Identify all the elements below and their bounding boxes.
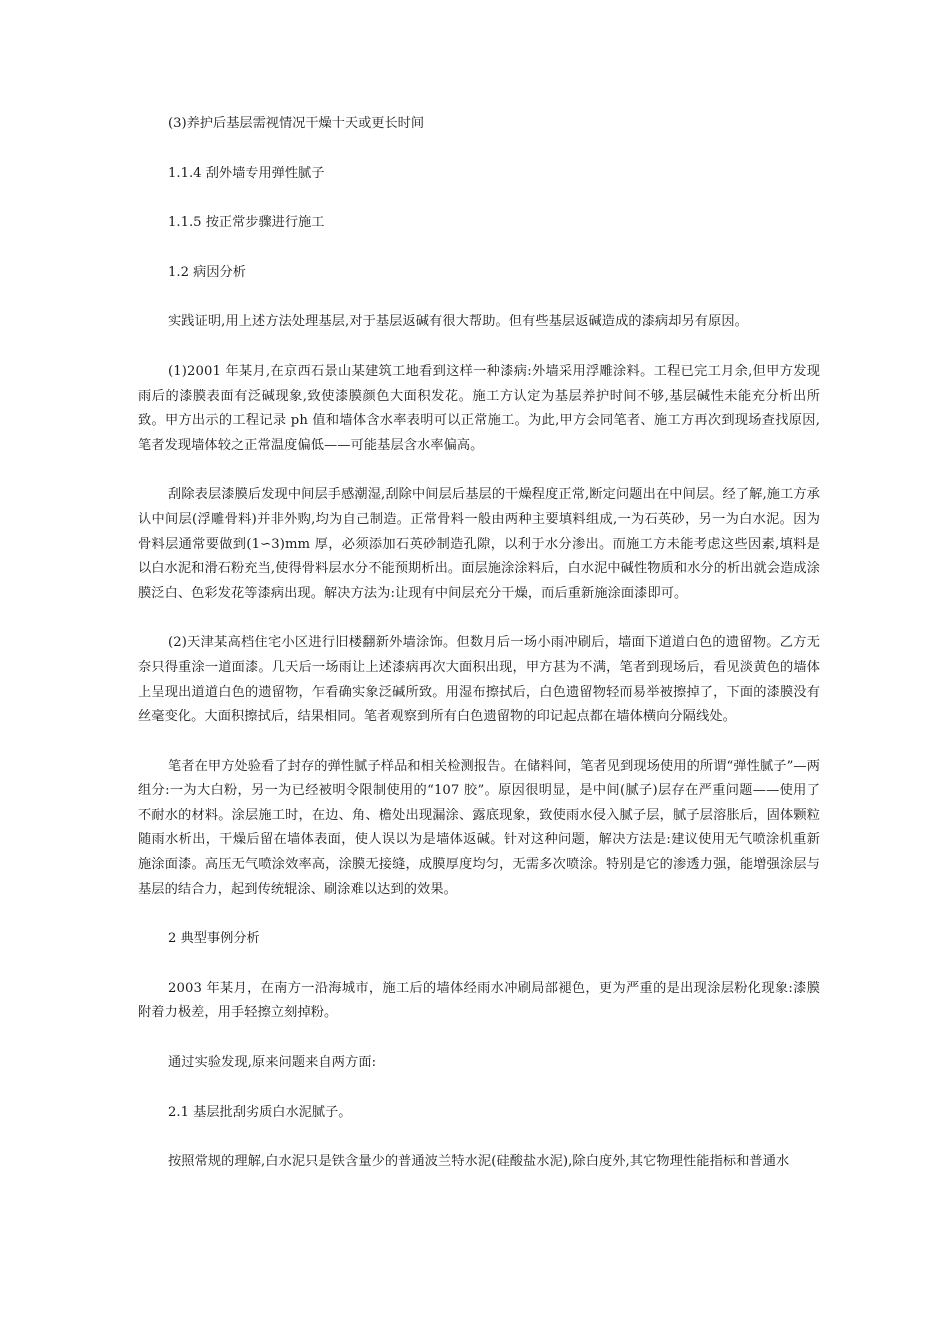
curing-step-3: (3)养护后基层需视情况干燥十天或更长时间 xyxy=(168,116,425,131)
paragraph-experiment: 通过实验发现,原来问题来自两方面: xyxy=(168,1055,377,1071)
paragraph-case-1-analysis: 刮除表层漆膜后发现中间层手感潮湿,刮除中间层后基层的干燥程度正常,断定问题出在中间层。经了解,施工方承认中间层(浮雕骨料)并非外购,均为自己制造。正常骨料一般由两种主要填料组成,一为石英砂，另一为白水泥。因为骨料层通常要做到(1∽3)mm 厚，必须添加石英砂制造孔隙，以利于水分渗出。而施工方未能考虑这些因素,填料是以白水泥和滑石粉充当,使得骨料层水分不能预期析出。面层施涂涂料后，白水泥中碱性物质和水分的析出就会造成涂膜泛白、色彩发花等漆病出现。解决方法为:让现有中间层充分干燥，而后重新施涂面漆即可。 xyxy=(138,487,820,601)
paragraph-case-1: (1)2001 年某月,在京西石景山某建筑工地看到这样一种漆病:外墙采用浮雕涂料。工程已完工月余,但甲方发现雨后的漆膜表面有泛碱现象,致使漆膜颜色大面积发花。施工方认定为基层养护时间不够,基层碱性未能充分析出所致。甲方出示的工程记录 ph 值和墙体含水率表明可以正常施工。为此,甲方会同笔者、施工方再次到现场查找原因,笔者发现墙体较之正常温度偏低——可能基层含水率偏高。 xyxy=(138,363,820,453)
paragraph-2003-case: 2003 年某月，在南方一沿海城市，施工后的墙体经雨水冲刷局部褪色，更为严重的是出现涂层粉化现象:漆膜附着力极差，用手轻擦立刻掉粉。 xyxy=(138,980,820,1021)
section-1-1-5: 1.1.5 按正常步骤进行施工 xyxy=(168,215,325,231)
document-page xyxy=(138,112,820,1175)
section-2-1-heading: 2.1 基层批刮劣质白水泥腻子。 xyxy=(168,1104,352,1120)
paragraph-case-2: (2)天津某高档住宅小区进行旧楼翻新外墙涂饰。但数月后一场小雨冲刷后，墙面下道道白色的遗留物。乙方无奈只得重涂一道面漆。几天后一场雨让上述漆病再次大面积出现，甲方甚为不满，笔者到现场后，看见淡黄色的墙体上呈现出道道白色的遗留物，乍看确实象泛碱所致。用湿布擦拭后，白色遗留物轻而易举被擦掉了，下面的漆膜没有丝毫变化。大面积擦拭后，结果相同。笔者观察到所有白色遗留物的印记起点都在墙体横向分隔线处。 xyxy=(138,635,820,725)
section-2-heading: 2 典型事例分析 xyxy=(168,931,260,947)
section-1-1-4: 1.1.4 刮外墙专用弹性腻子 xyxy=(168,165,325,181)
paragraph-case-2-analysis: 笔者在甲方处验看了封存的弹性腻子样品和相关检测报告。在储料间，笔者见到现场使用的所谓“弹性腻子”—两组分:一为大白粉，另一为已经被明令限制使用的“107 胶”。原因很明显，是中间(腻子)层存在严重问题——使用了不耐水的材料。涂层施工时，在边、角、檐处出现漏涂、露底现象，致使雨水侵入腻子层，腻子层溶胀后，固体颗粒随雨水析出，干燥后留在墙体表面，使人误以为是墙体返碱。针对这种问题，解决方法是:建议使用无气喷涂机重新施涂面漆。高压无气喷涂效率高，涂膜无接缝，成膜厚度均匀，无需多次喷涂。特别是它的渗透力强，能增强涂层与基层的结合力，起到传统辊涂、刷涂难以达到的效果。 xyxy=(138,758,820,897)
section-1-2-heading: 1.2 病因分析 xyxy=(168,264,246,280)
paragraph-practice: 实践证明,用上述方法处理基层,对于基层返碱有很大帮助。但有些基层返碱造成的漆病却另有原因。 xyxy=(168,314,748,330)
paragraph-white-cement: 按照常规的理解,白水泥只是铁含量少的普通波兰特水泥(硅酸盐水泥),除白度外,其它物理性能指标和普通水 xyxy=(168,1154,790,1170)
